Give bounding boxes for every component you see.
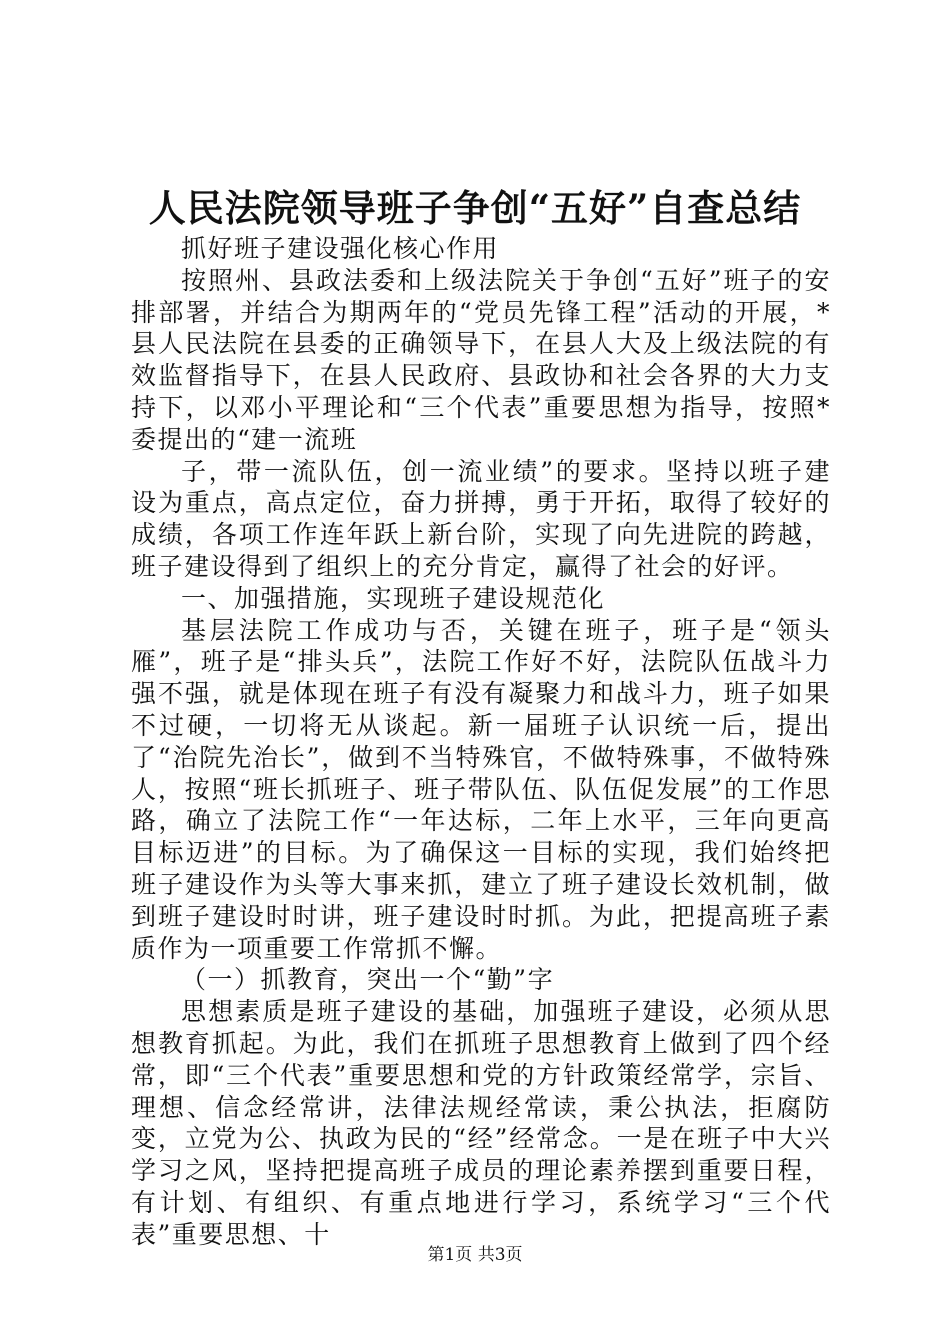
document-body: [131, 233, 831, 1251]
paragraph-subtitle: 抓好班子建设强化核心作用: [181, 234, 500, 263]
page-number-footer: 第1页 共3页: [427, 1245, 523, 1265]
paragraph: 基层法院工作成功与否，关键在班子，班子是“领头雁”，班子是“排头兵”，法院工作好不好，法院队伍战斗力强不强，就是体现在班子有没有凝聚力和战斗力，班子如果不过硬，一切将无从谈起。新一届班子认识统一后，提出了“治院先治长”，做到不当特殊官，不做特殊事，不做特殊人，按照“班长抓班子、班子带队伍、队伍促发展”的工作思路，确立了法院工作“一年达标，二年上水平，三年向更高目标迈进”的目标。为了确保这一目标的实现，我们始终把班子建设作为头等大事来抓，建立了班子建设长效机制，做到班子建设时时讲，班子建设时时抓。为此，把提高班子素质作为一项重要工作常抓不懈。: [131, 615, 831, 963]
paragraph: 按照州、县政法委和上级法院关于争创“五好”班子的安排部署，并结合为期两年的“党员先锋工程”活动的开展，*县人民法院在县委的正确领导下，在县人大及上级法院的有效监督指导下，在县人民政府、县政协和社会各界的大力支持下，以邓小平理论和“三个代表”重要思想为指导，按照*委提出的“建一流班: [131, 265, 831, 454]
paragraph: 子，带一流队伍，创一流业绩”的要求。坚持以班子建设为重点，高点定位，奋力拼搏，勇于开拓，取得了较好的成绩，各项工作连年跃上新台阶，实现了向先进院的跨越，班子建设得到了组织上的充分肯定，赢得了社会的好评。: [131, 456, 831, 581]
section-heading: 一、加强措施，实现班子建设规范化: [181, 583, 606, 613]
subsection-heading: （一）抓教育，突出一个“勤”字: [181, 965, 555, 995]
document-title: 人民法院领导班子争创“五好”自查总结: [148, 186, 802, 230]
paragraph: 思想素质是班子建设的基础，加强班子建设，必须从思想教育抓起。为此，我们在抓班子思想教育上做到了四个经常，即“三个代表”重要思想和党的方针政策经常学，宗旨、理想、信念经常讲，法律法规经常读，秉公执法，拒腐防变，立党为公、执政为民的“经”经常念。一是在班子中大兴学习之风，坚持把提高班子成员的理论素养摆到重要日程，有计划、有组织、有重点地进行学习，系统学习“三个代表”重要思想、十: [131, 997, 831, 1249]
